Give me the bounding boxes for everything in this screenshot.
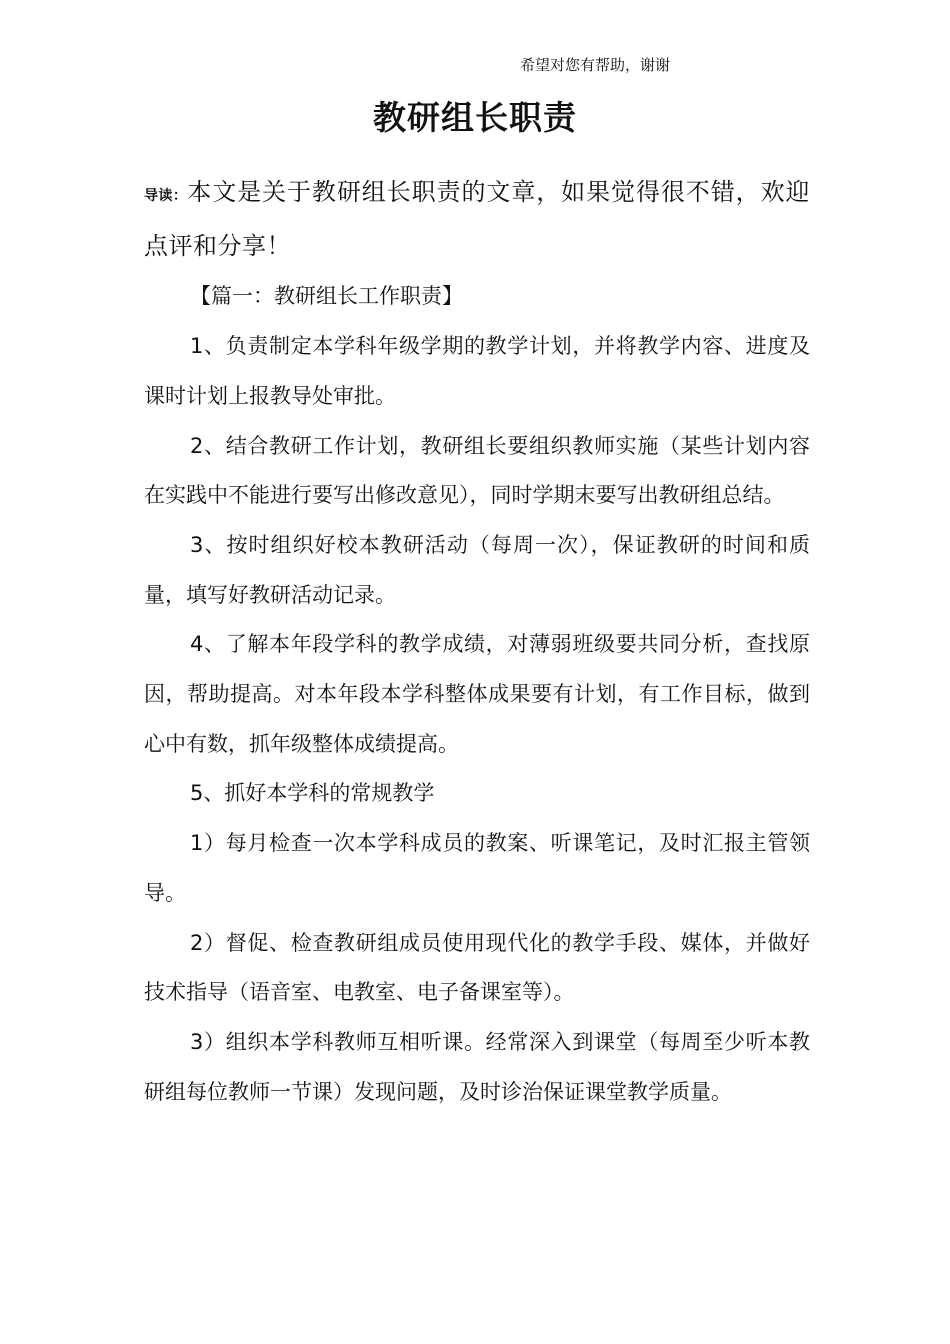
- document-body: [144, 168, 810, 1117]
- intro-paragraph: [144, 168, 810, 272]
- intro-text: 本文是关于教研组长职责的文章，如果觉得很不错，欢迎点评和分享！: [144, 178, 811, 260]
- paragraph-8: 3）组织本学科教师互相听课。经常深入到课堂（每周至少听本教研组每位教师一节课）发现问题，及时诊治保证课堂教学质量。: [144, 1029, 810, 1104]
- paragraph-1: 1、负责制定本学科年级学期的教学计划，并将教学内容、进度及课时计划上报教导处审批。: [144, 334, 810, 408]
- intro-label: 导读：: [144, 188, 188, 204]
- paragraph-7: 2）督促、检查教研组成员使用现代化的教学手段、媒体，并做好技术指导（语音室、电教室、电子备课室等）。: [144, 930, 810, 1005]
- section-heading: 【篇一：教研组长工作职责】: [190, 284, 463, 309]
- paragraph-6: 1）每月检查一次本学科成员的教案、听课笔记，及时汇报主管领导。: [144, 831, 810, 905]
- paragraph-5: 5、抓好本学科的常规教学: [190, 781, 435, 806]
- paragraph-4: 4、了解本年段学科的教学成绩，对薄弱班级要共同分析，查找原因，帮助提高。对本年段本学科整体成果要有计划，有工作目标，做到心中有数，抓年级整体成绩提高。: [144, 632, 810, 756]
- header-note: 希望对您有帮助，谢谢: [520, 56, 671, 74]
- paragraph-3: 3、按时组织好校本教研活动（每周一次），保证教研的时间和质量，填写好教研活动记录。: [144, 532, 810, 607]
- document-title: 教研组长职责: [373, 98, 577, 137]
- paragraph-2: 2、结合教研工作计划，教研组长要组织教师实施（某些计划内容在实践中不能进行要写出修改意见），同时学期末要写出教研组总结。: [144, 433, 810, 508]
